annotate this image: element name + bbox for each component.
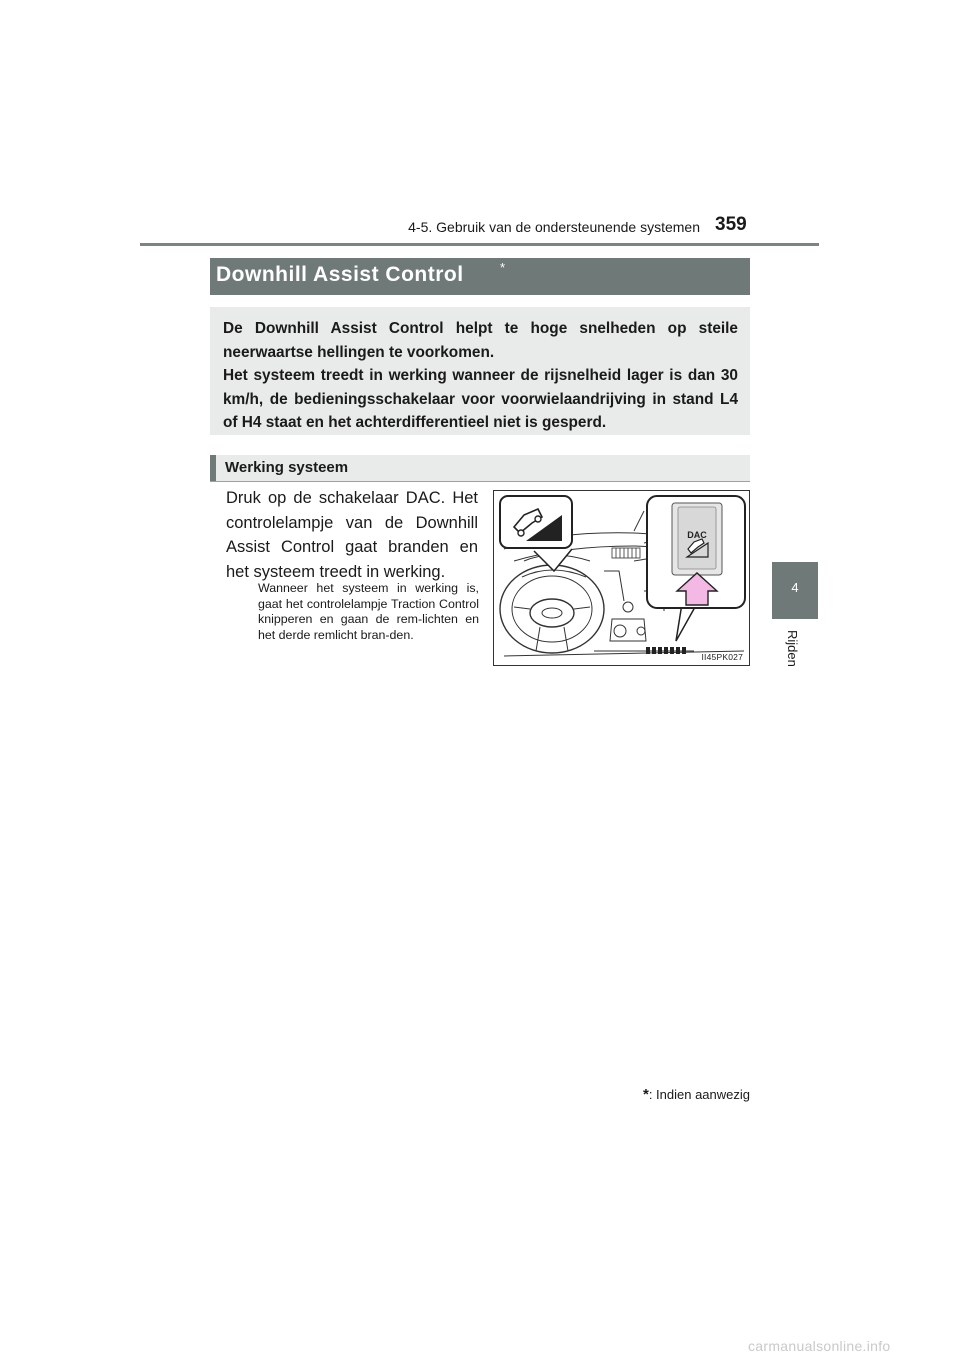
watermark: carmanualsonline.info <box>748 1338 891 1354</box>
dashboard-figure <box>493 490 750 666</box>
note-paragraph: Wanneer het systeem in werking is, gaat het controlelampje Traction Control knipperen en gaan de rem-lichten en het derde remlicht bran-den. <box>258 581 479 642</box>
intro-paragraph-2: Het systeem treedt in werking wanneer de rijsnelheid lager is dan 30 km/h, de bedieningsschakelaar voor voorwielaandrijving in stand L4 of H4 staat en het achterdifferentieel niet is gesperd. <box>223 367 738 431</box>
subsection-heading-bar <box>210 455 216 481</box>
footnote-asterisk: * <box>642 1086 649 1103</box>
dashboard-illustration <box>494 491 750 666</box>
figure-code: II45PK027 <box>701 652 743 662</box>
chapter-number: 4 <box>791 580 799 595</box>
chapter-label-text: Rijden <box>785 630 800 667</box>
body-paragraph: Druk op de schakelaar DAC. Het controlelampje van de Downhill Assist Control gaat branden en het systeem treedt in werking. <box>226 489 478 581</box>
vent-grille <box>612 548 640 558</box>
intro-paragraph-1: De Downhill Assist Control helpt te hoge snelheden op steile neerwaartse hellingen te voorkomen. <box>223 320 738 361</box>
switch-panel-row <box>646 647 686 654</box>
chapter-side-tab[interactable] <box>772 562 818 619</box>
body-text <box>226 486 478 584</box>
callout-pointer-left <box>534 549 572 571</box>
dac-switch-label: DAC <box>687 530 707 540</box>
page-number: 359 <box>715 214 747 235</box>
section-title-bar <box>210 258 750 295</box>
subsection-heading-text: Werking systeem <box>225 459 349 476</box>
header-rule <box>140 243 819 246</box>
footnote <box>560 1086 750 1103</box>
intro-box <box>210 307 750 435</box>
chapter-label <box>786 630 806 690</box>
footnote-text: : Indien aanwezig <box>648 1087 750 1102</box>
note-text <box>258 581 479 643</box>
section-title: Downhill Assist Control <box>216 263 464 286</box>
title-asterisk: * <box>500 260 506 275</box>
header-section-title: 4-5. Gebruik van de ondersteunende systemen <box>408 219 700 235</box>
subsection-heading <box>210 455 750 482</box>
